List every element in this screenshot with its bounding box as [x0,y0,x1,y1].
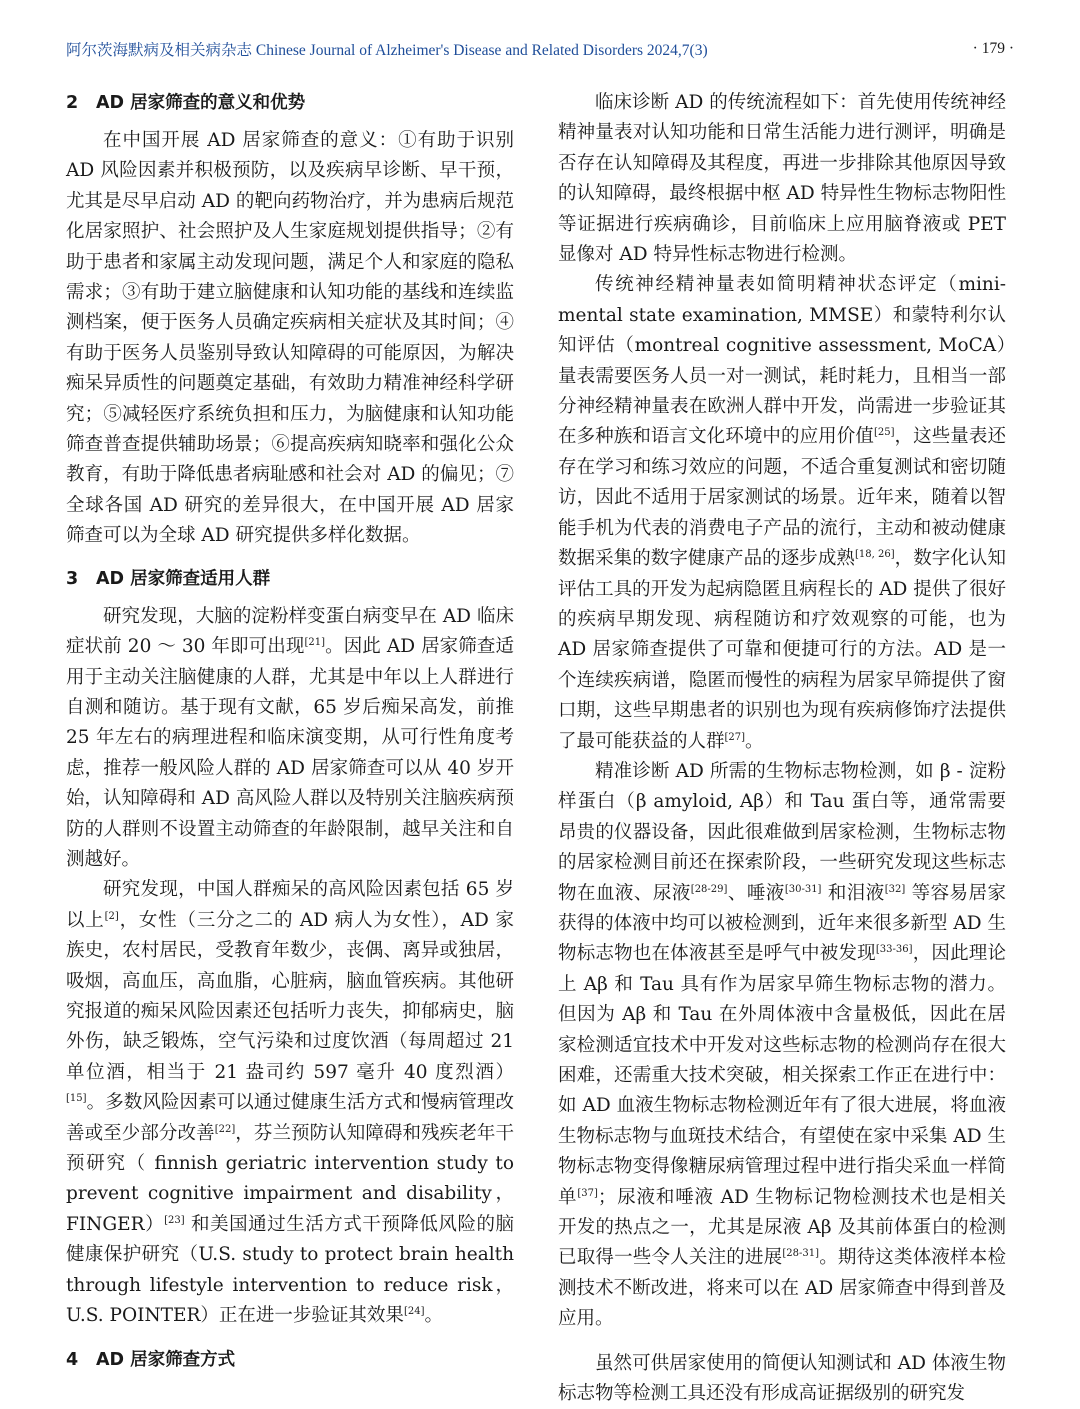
citation[interactable]: [24] [403,1306,425,1318]
paragraph: 研究发现，中国人群痴呆的高风险因素包括 65 岁以上[2]，女性（三分之二的 AD 病人为女性），AD 家族史，农村居民，受教育年数少，丧偶、离异或独居，吸烟，高血压，高血脂，心脏病，脑血管疾病。其他研究报道的痴呆风险因素还包括听力丧失，抑郁病史，脑外伤，缺乏锻炼，空气污染和过度饮酒（每周超过 21 单位酒，相当于 21 盎司约 597 毫升 40 度烈酒）[15]。多数风险因素可以通过健康生活方式和慢病管理改善或至少部分改善[22]，芬兰预防认知障碍和残疾老年干预研究（ finnish geriatric intervention study to prevent cognitive impairment and disability，FINGER）[23] 和美国通过生活方式干预降低风险的脑健康保护研究（U.S. study to protect brain health through lifestyle intervention to reduce risk，U.S. POINTER）正在进一步验证其效果[24]。 [66,879,514,1327]
citation[interactable]: [2] [104,910,119,922]
citation[interactable]: [27] [724,731,746,743]
section-number: 2 [66,93,79,113]
section-number: 3 [66,568,79,589]
paragraph: 临床诊断 AD 的传统流程如下：首先使用传统神经精神量表对认知功能和日常生活能力进行测评，明确是否存在认知障碍及其程度，再进一步排除其他原因导致的认知障碍，最终根据中枢 AD 特异性生物标志物阳性等证据进行疾病确诊，目前临床上应用脑脊液或 PET 显像对 AD 特异性标志物进行检测。 [558,92,1006,266]
paragraph: 研究发现，大脑的淀粉样变蛋白病变早在 AD 临床症状前 20 ～ 30 年即可出现[21]。因此 AD 居家筛查适用于主动关注脑健康的人群，尤其是中年以上人群进行自测和随访。基于现有文献，65 岁后痴呆高发，前推 25 年左右的病理进程和临床演变期，从可行性角度考虑，推荐一般风险人群的 AD 居家筛查可以从 40 岁开始，认知障碍和 AD 高风险人群以及特别关注脑疾病预防的人群则不设置主动筛查的年龄限制，越早关注和自测越好。 [66,605,514,870]
citation[interactable]: [28-29] [690,883,728,895]
citation[interactable]: [25] [873,427,895,439]
citation[interactable]: [37] [577,1187,598,1199]
section-title: AD 居家筛查方式 [96,1350,236,1371]
citation[interactable]: [22] [214,1123,236,1135]
paragraph: 传统神经精神量表如简明精神状态评定（mini-mental state examination, MMSE）和蒙特利尔认知评估（montreal cognitive assessment, MoCA）量表需要医务人员一对一测试，耗时耗力，且相当一部分神经精神量表在欧洲人群中开发，尚需进一步验证其在多种族和语言文化环境中的应用价值[25]，这些量表还存在学习和练习效应的问题，不适合重复测试和密切随访，因此不适用于居家测试的场景。近年来，随着以智能手机为代表的消费电子产品的流行，主动和被动健康数据采集的数字健康产品的逐步成熟[18, 26]，数字化认知评估工具的开发为起病隐匿且病程长的 AD 提供了很好的疾病早期发现、病程随访和疗效观察的可能，也为 AD 居家筛查提供了可靠和便捷可行的方法。AD 是一个连续疾病谱，隐匿而慢性的病程为居家早筛提供了窗口期，这些早期患者的识别也为现有疾病修饰疗法提供了最可能获益的人群[27]。 [558,274,1006,752]
section-title: AD 居家筛查的意义和优势 [96,93,306,113]
section-title: AD 居家筛查适用人群 [96,568,271,589]
page-number: · 179 · [972,40,1014,57]
section-4-heading [66,1345,514,1375]
right-column [558,88,1006,1409]
citation[interactable]: [18, 26] [854,549,895,561]
citation[interactable]: [30-31] [784,883,822,895]
paragraph: 精准诊断 AD 所需的生物标志物检测，如 β - 淀粉样蛋白（β amyloid, Aβ）和 Tau 蛋白等，通常需要昂贵的仪器设备，因此很难做到居家检测，生物标志物的居家检测目前还在探索阶段，一些研究发现这些标志物在血液、尿液[28-29]、唾液[30-31] 和泪液[32] 等容易居家获得的体液中均可以被检测到，近年来很多新型 AD 生物标志物也在体液甚至是呼气中被发现[33-36]，因此理论上 Aβ 和 Tau 具有作为居家早筛生物标志物的潜力。但因为 Aβ 和 Tau 在外周体液中含量极低，因此在居家检测适宜技术中开发对这些标志物的检测尚存在很大困难，还需重大技术突破，相关探索工作正在进行中：如 AD 血液生物标志物检测近年有了很大进展，将血液生物标志物与血斑技术结合，有望使在家中采集 AD 生物标志物变得像糖尿病管理过程中进行指尖采血一样简单[37]；尿液和唾液 AD 生物标记物检测技术也是相关开发的热点之一，尤其是尿液 Aβ 及其前体蛋白的检测已取得一些令人关注的进展[28-31]。期待这类体液样本检测技术不断改进，将来可以在 AD 居家筛查中得到普及应用。 [558,760,1006,1330]
paragraph: 在中国开展 AD 居家筛查的意义：①有助于识别 AD 风险因素并积极预防，以及疾病早诊断、早干预，尤其是尽早启动 AD 的靶向药物治疗，并为患病后规范化居家照护、社会照护及人生家庭规划提供指导；②有助于患者和家属主动发现问题，满足个人和家庭的隐私需求；③有助于建立脑健康和认知功能的基线和连续监测档案，便于医务人员确定疾病相关症状及其时间；④有助于医务人员鉴别导致认知障碍的可能原因，为解决痴呆异质性的问题奠定基础，有效助力精准神经科学研究；⑤减轻医疗系统负担和压力，为脑健康和认知功能筛查普查提供辅助场景；⑥提高疾病知晓率和强化公众教育，有助于降低患者病耻感和社会对 AD 的偏见；⑦全球各国 AD 研究的差异很大，在中国开展 AD 居家筛查可以为全球 AD 研究提供多样化数据。 [66,130,514,547]
section-3-heading [66,564,514,594]
citation[interactable]: [21] [304,637,325,649]
citation[interactable]: [33-36] [875,944,913,956]
left-column [66,88,514,1375]
citation[interactable]: [32] [884,883,906,895]
paragraph: 虽然可供居家使用的简便认知测试和 AD 体液生物标志物等检测工具还没有形成高证据级别的研究发 [558,1352,1006,1405]
running-header [66,34,1014,64]
citation[interactable]: [28-31] [782,1248,820,1260]
citation[interactable]: [23] [164,1214,185,1226]
section-2-heading [66,88,514,118]
section-number: 4 [66,1350,79,1371]
journal-title: 阿尔茨海默病及相关病杂志 Chinese Journal of Alzheimer's Disease and Related Disorders 2024,7(3) [66,42,708,59]
citation[interactable]: [15] [66,1093,87,1105]
